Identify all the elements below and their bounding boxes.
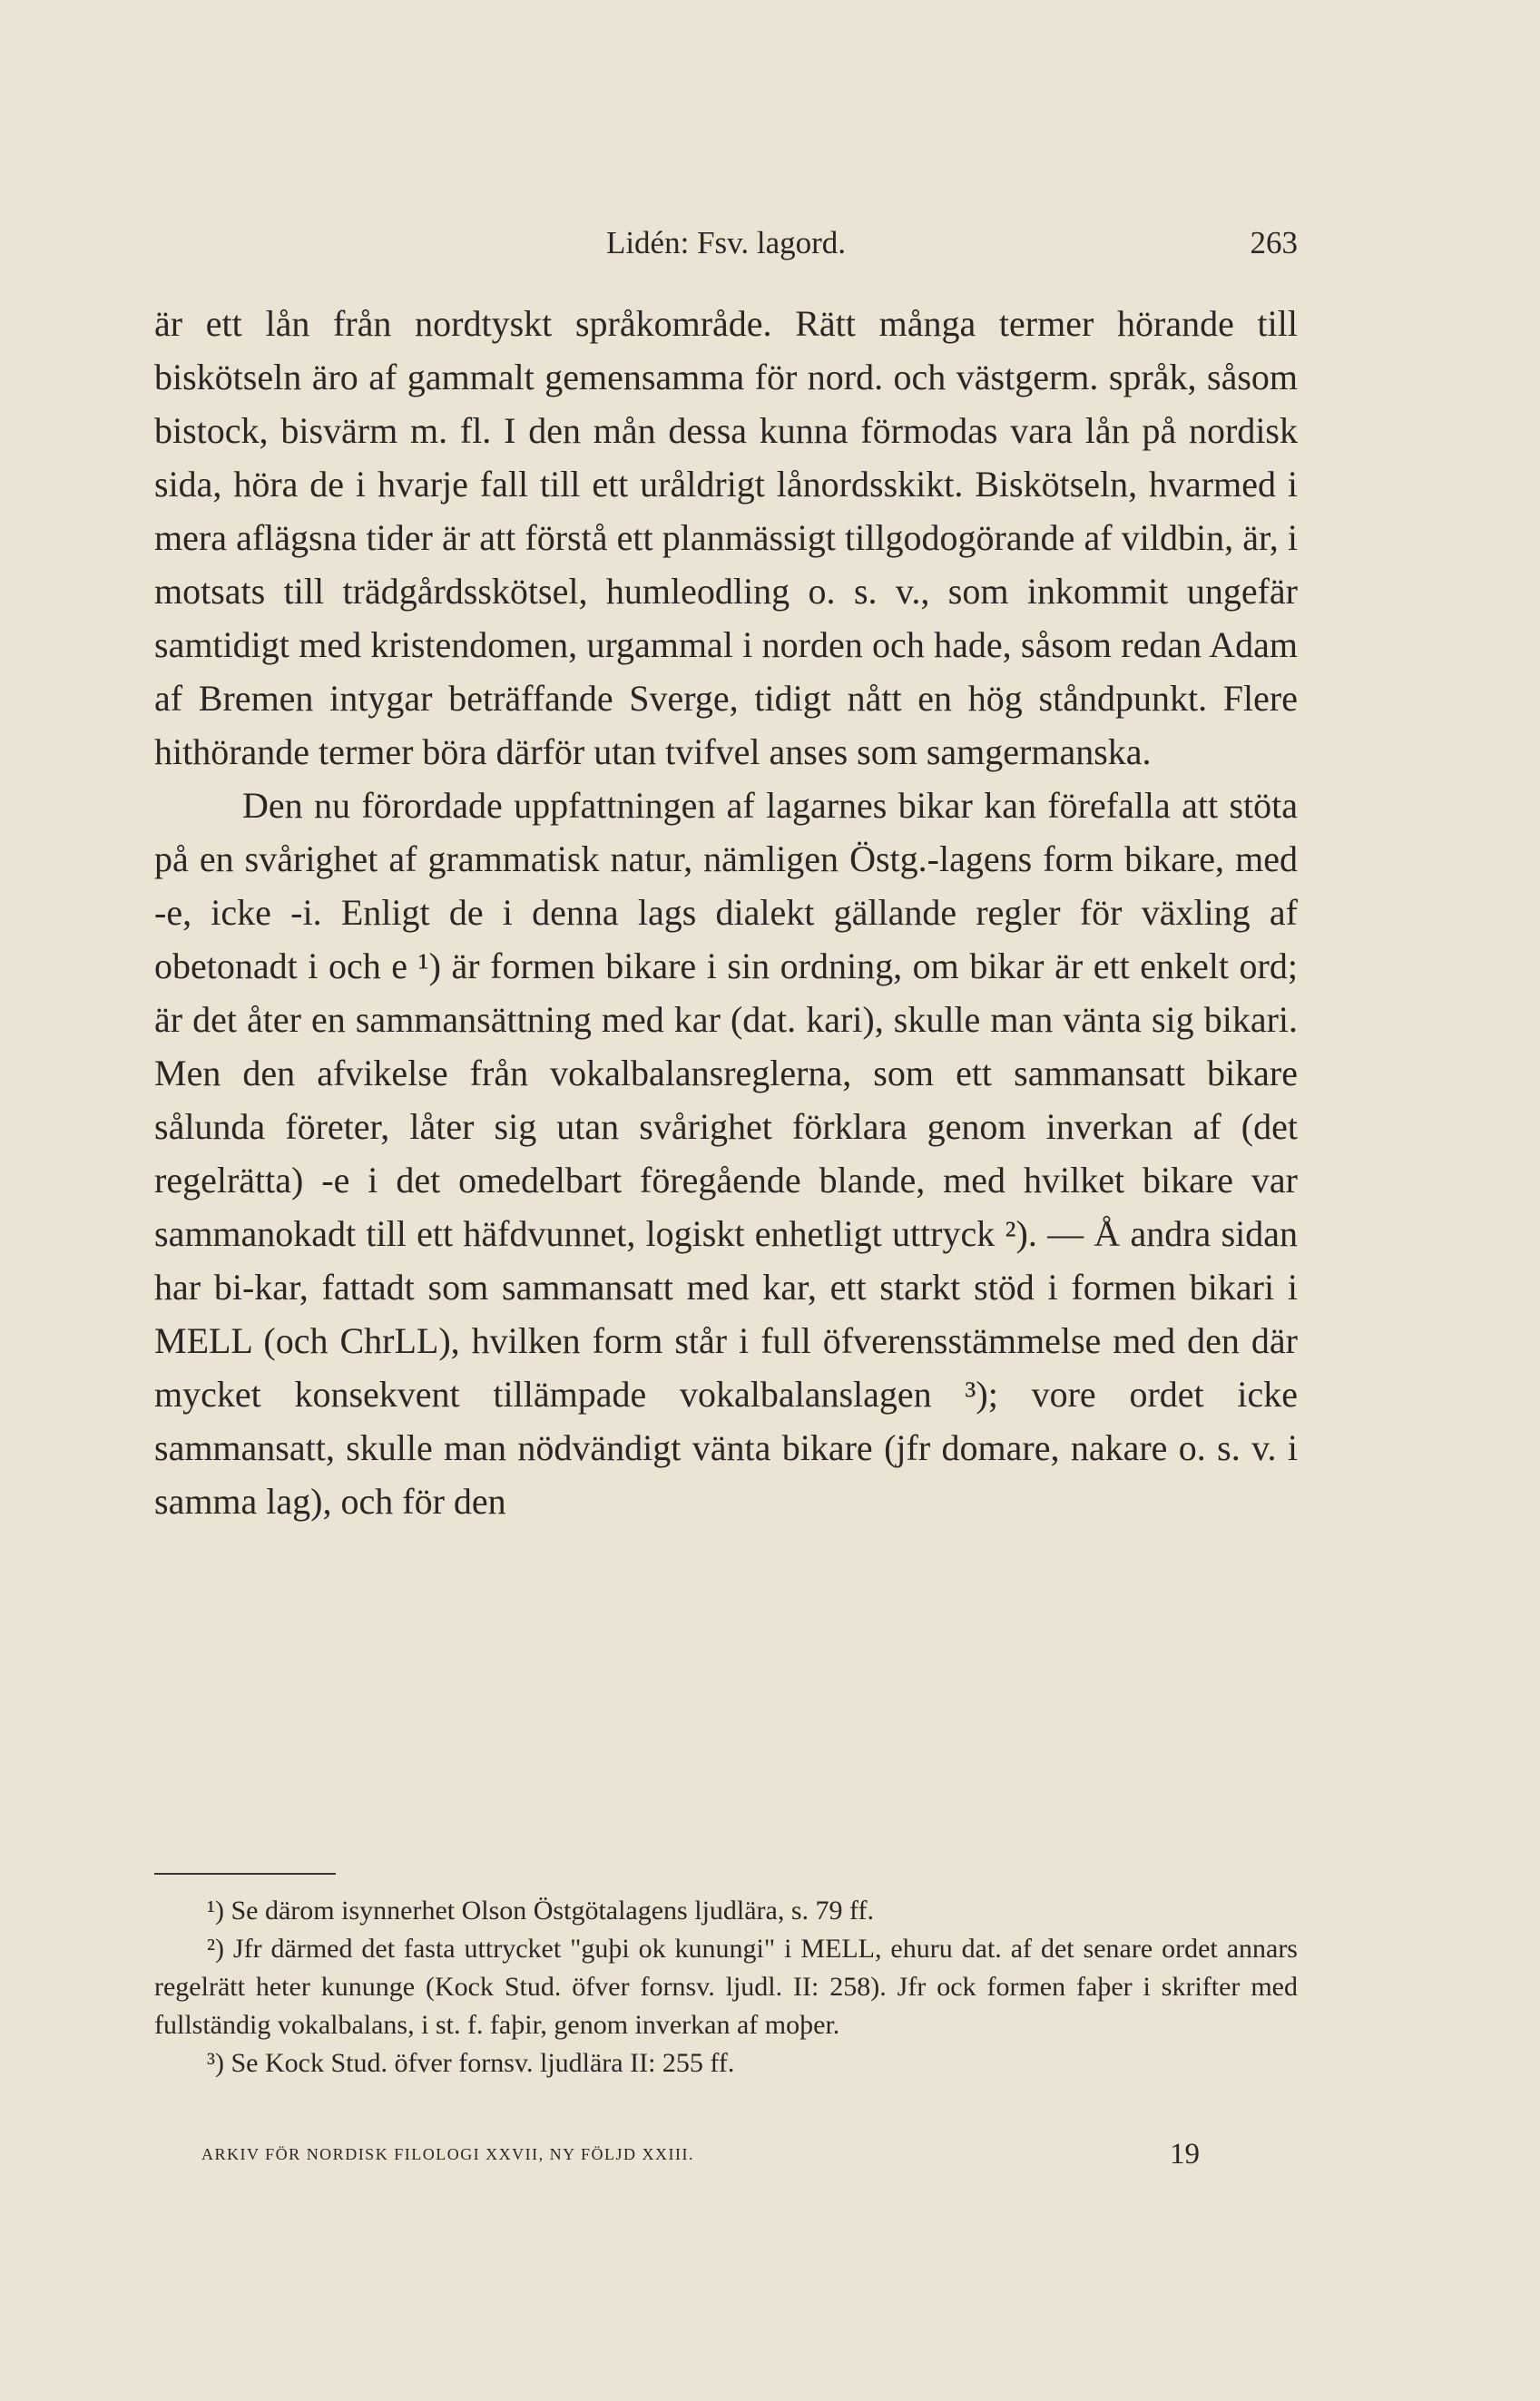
footnote-rule xyxy=(154,1873,336,1875)
footnote-2: ²) Jfr därmed det fasta uttrycket "guþi ok kunungi" i MELL, ehuru dat. af det senare ordet annars regelrätt heter kununge (Kock Stud. öfver fornsv. ljudl. II: 258). Jfr ock formen faþer i skrifter med fullständig vokalbalans, i st. f. faþir, genom inverkan af moþer. xyxy=(154,1934,1298,2040)
paragraph-1: är ett lån från nordtyskt språkområde. Rätt många termer hörande till biskötseln äro af gammalt gemensamma för nord. och västgerm. språk, såsom bistock, bisvärm m. fl. I den mån dessa kunna förmodas vara lån på nordisk sida, höra de i hvarje fall till ett uråldrigt lånordsskikt. Biskötseln, hvarmed i mera aflägsna tider är att förstå ett planmässigt tillgodogörande af vildbin, är, i motsats till trädgårdsskötsel, humleodling o. s. v., som inkommit ungefär samtidigt med kristendomen, urgammal i norden och hade, såsom redan Adam af Bremen intygar beträffande Sverge, tidigt nått en hög ståndpunkt. Flere hithörande termer böra därför utan tvifvel anses som samgermanska. xyxy=(154,303,1298,772)
paragraph-2: Den nu förordade uppfattningen af lagarnes bikar kan förefalla att stöta på en svårighet af grammatisk natur, nämligen Östg.-lagens form bikare, med -e, icke -i. Enligt de i denna lags dialekt gällande regler för växling af obetonadt i och e ¹) är formen bikare i sin ordning, om bikar är ett enkelt ord; är det åter en sammansättning med kar (dat. kari), skulle man vänta sig bikari. Men den afvikelse från vokalbalansreglerna, som ett sammansatt bikare sålunda företer, låter sig utan svårighet förklara genom inverkan af (det regelrätta) -e i det omedelbart föregående blande, med hvilket bikare var sammanokadt till ett häfdvunnet, logiskt enhetligt uttryck ²). — Å andra sidan har bi-kar, fattadt som sammansatt med kar, ett starkt stöd i formen bikari i MELL (och ChrLL), hvilken form står i full öfverensstämmelse med den där mycket konsekvent tillämpade vokalbalanslagen ³); vore ordet icke sammansatt, skulle man nödvändigt vänta bikare (jfr domare, nakare o. s. v. i samma lag), och för den xyxy=(154,785,1298,1522)
journal-signature: ARKIV FÖR NORDISK FILOLOGI XXVII, NY FÖLJD XXIII. xyxy=(201,2145,694,2163)
footnotes xyxy=(154,1892,1298,2082)
running-header xyxy=(154,220,1298,266)
page-number: 263 xyxy=(1250,225,1298,260)
running-title: Lidén: Fsv. lagord. xyxy=(605,225,847,260)
signature-number: 19 xyxy=(1170,2138,1200,2171)
body-text xyxy=(154,297,1298,1528)
footnote-3: ³) Se Kock Stud. öfver fornsv. ljudlära II: 255 ff. xyxy=(207,2048,735,2078)
printer-signature-line xyxy=(201,2132,1254,2176)
footnote-1: ¹) Se därom isynnerhet Olson Östgötalagens ljudlära, s. 79 ff. xyxy=(207,1896,874,1926)
